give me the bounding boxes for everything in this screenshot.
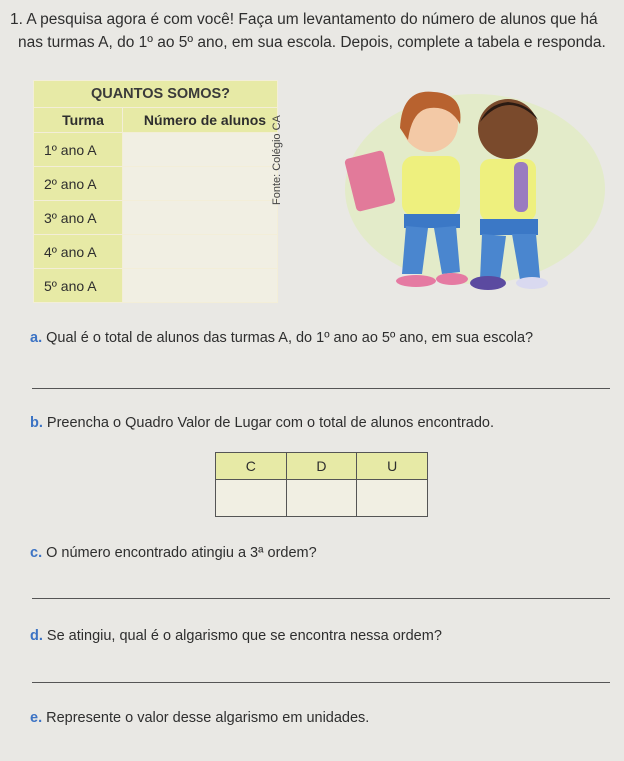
place-value-cell-u[interactable] xyxy=(357,480,428,517)
item-a xyxy=(30,330,533,346)
place-value-header-u: U xyxy=(357,453,428,480)
boy-shoe xyxy=(470,276,506,290)
table-row xyxy=(34,269,278,303)
turma-cell: 3º ano A xyxy=(34,201,123,235)
item-c-letter: c. xyxy=(30,545,43,561)
answer-line-d[interactable] xyxy=(32,682,610,683)
place-value-header-c: C xyxy=(216,453,287,480)
children-illustration xyxy=(330,84,610,298)
turma-cell: 2º ano A xyxy=(34,167,123,201)
table-row xyxy=(34,133,278,167)
item-b-text: Preencha o Quadro Valor de Lugar com o total de alunos encontrado. xyxy=(46,415,495,431)
question-line-2: nas turmas A, do 1º ao 5º ano, em sua escola. Depois, complete a tabela e responda. xyxy=(18,34,606,51)
student-count-cell[interactable] xyxy=(123,133,278,167)
item-e-text: Represente o valor desse algarismo em unidades. xyxy=(46,710,370,726)
source-label: Fonte: Colégio CA xyxy=(271,115,283,205)
student-count-cell[interactable] xyxy=(123,167,278,201)
student-count-cell[interactable] xyxy=(123,201,278,235)
survey-table xyxy=(33,80,278,303)
question-line-1 xyxy=(10,8,620,31)
girl-shirt xyxy=(402,156,460,216)
item-b xyxy=(30,415,494,431)
item-e xyxy=(30,710,369,726)
girl-shoe xyxy=(396,275,436,287)
place-value-cell-d[interactable] xyxy=(286,480,357,517)
student-count-cell[interactable] xyxy=(123,269,278,303)
place-value-header-d: D xyxy=(286,453,357,480)
question-number: 1. xyxy=(10,11,23,28)
item-c-text: O número encontrado atingiu a 3ª ordem? xyxy=(46,545,317,561)
item-d xyxy=(30,628,442,644)
boy-shoe xyxy=(516,277,548,289)
boy-head xyxy=(478,99,538,159)
item-c xyxy=(30,545,317,561)
student-count-cell[interactable] xyxy=(123,235,278,269)
table-row xyxy=(216,480,428,517)
survey-table-title: QUANTOS SOMOS? xyxy=(34,81,278,108)
item-a-text: Qual é o total de alunos das turmas A, do 1º ano ao 5º ano, em sua escola? xyxy=(46,330,534,346)
item-d-text: Se atingiu, qual é o algarismo que se encontra nessa ordem? xyxy=(46,628,442,644)
girl-shoe xyxy=(436,273,468,285)
table-row xyxy=(34,235,278,269)
turma-cell: 5º ano A xyxy=(34,269,123,303)
table-row xyxy=(34,167,278,201)
item-a-letter: a. xyxy=(30,330,43,346)
turma-cell: 4º ano A xyxy=(34,235,123,269)
place-value-cell-c[interactable] xyxy=(216,480,287,517)
boy-belt xyxy=(480,219,538,235)
girl-belt xyxy=(404,214,460,228)
question-text-1: A pesquisa agora é com você! Faça um levantamento do número de alunos que há xyxy=(26,11,598,28)
turma-cell: 1º ano A xyxy=(34,133,123,167)
backpack-strap xyxy=(514,162,528,212)
answer-line-c[interactable] xyxy=(32,598,610,599)
col-header-turma: Turma xyxy=(34,108,123,133)
col-header-numero: Número de alunos xyxy=(123,108,278,133)
question-header xyxy=(10,8,620,54)
answer-line-a[interactable] xyxy=(32,388,610,389)
table-row xyxy=(34,201,278,235)
item-b-letter: b. xyxy=(30,415,43,431)
place-value-table xyxy=(215,452,428,517)
item-d-letter: d. xyxy=(30,628,43,644)
item-e-letter: e. xyxy=(30,710,43,726)
